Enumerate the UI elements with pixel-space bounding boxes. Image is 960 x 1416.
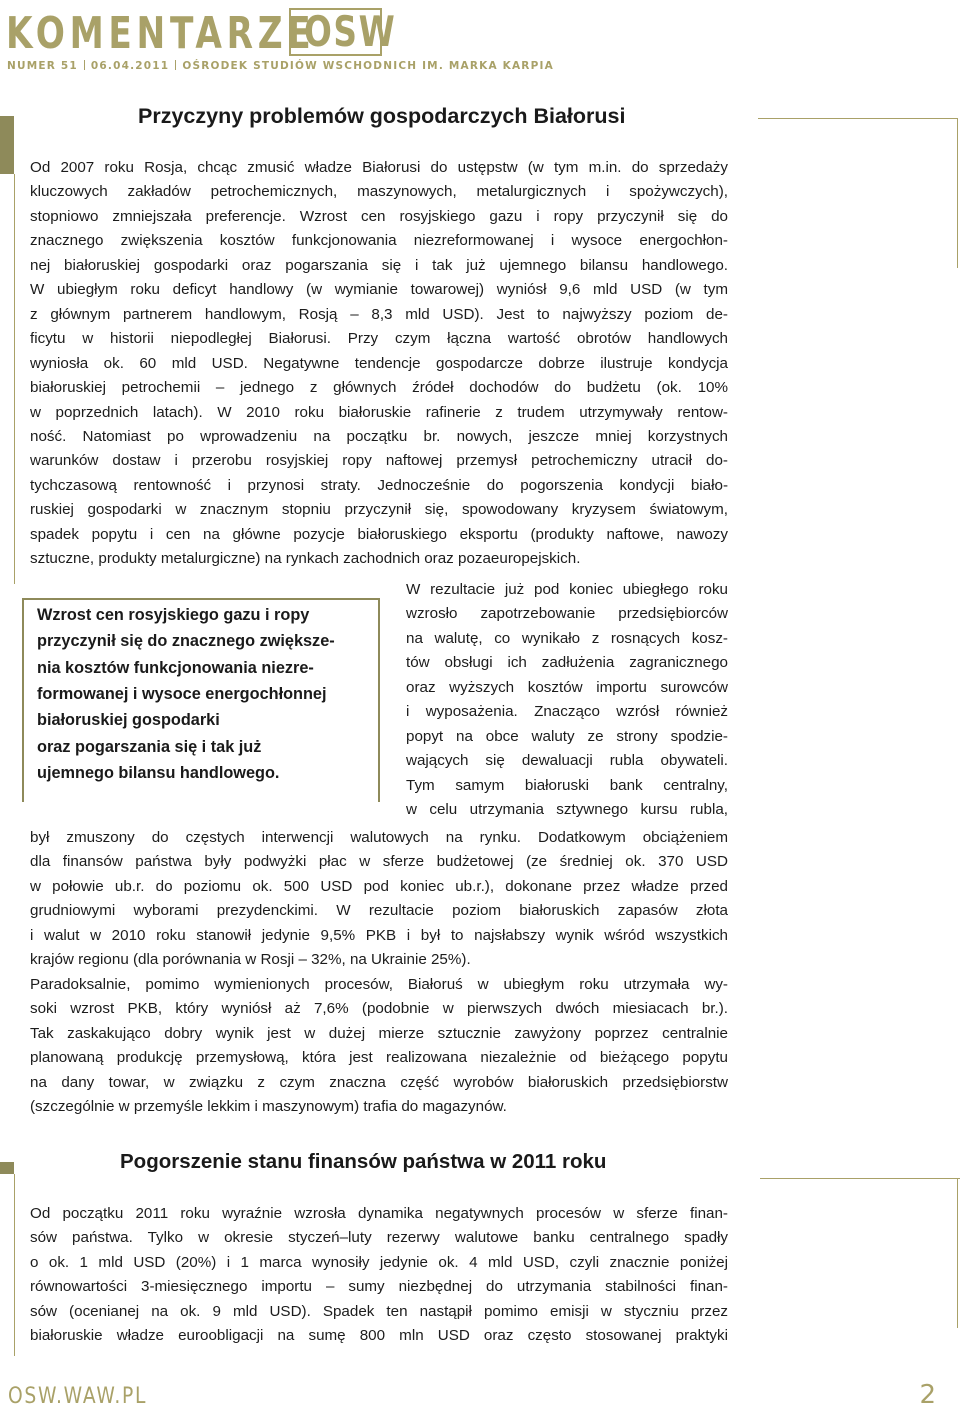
pullquote-left-bar bbox=[22, 598, 24, 802]
logo bbox=[6, 7, 397, 60]
issue-date: 06.04.2011 bbox=[90, 60, 170, 72]
pullquote-line: nia kosztów funkcjonowania niezre- bbox=[37, 658, 314, 677]
text-line: na dany towar, w związku z czym znaczna część wyrobów białoruskich przedsiębiorstw bbox=[30, 1073, 728, 1091]
text-line: nej białoruskiej gospodarki oraz pogarszania się i tak już ujemnego bilansu handlowego. bbox=[30, 256, 728, 274]
text-line: i wyposażenia. Znacząco wzrósł również bbox=[406, 703, 728, 721]
separator bbox=[175, 60, 176, 70]
text-line: ność. Natomiast po wprowadzeniu na początku br. nowych, jeszcze mniej korzystnych bbox=[30, 427, 728, 445]
text-line: Od 2007 roku Rosja, chcąc zmusić władze Białorusi do ustępstw (w tym m.in. do sprzedaży bbox=[30, 159, 728, 176]
logo-title: KOMENTARZE bbox=[6, 8, 316, 59]
page-number: 2 bbox=[919, 1380, 936, 1410]
text-line: krajów regionu (dla porównania w Rosji – 32%, na Ukrainie 25%). bbox=[30, 951, 471, 969]
text-line: sztuczne, produkty metalurgiczne) na rynkach zachodnich oraz pozaeuropejskich. bbox=[30, 550, 581, 568]
text-line: dla finansów państwa były podwyżki płac w sferze budżetowej (ze średniej ok. 370 USD bbox=[30, 853, 728, 871]
text-line: Tak zaskakująco dobry wynik jest w dużej mierze sztucznie zawyżony poprzez centralnie bbox=[30, 1024, 728, 1042]
text-line: sów państwa. Tylko w okresie styczeń–luty rezerwy walutowe banku centralnego spadły bbox=[30, 1229, 728, 1247]
pullquote-line: formowanej i wysoce energochłonnej bbox=[37, 684, 327, 703]
text-line: W rezultacie już pod koniec ubiegłego roku bbox=[406, 581, 728, 598]
text-line: znacznego zwiększenia kosztów funkcjonowania niezreformowanej i wysoce energochłon- bbox=[30, 232, 728, 250]
text-line: równowartości 3-miesięcznego importu – sumy niezbędnej do utrzymania stabilności finan- bbox=[30, 1278, 728, 1296]
bottom-right-rule bbox=[760, 1178, 960, 1179]
section-marker-bar bbox=[0, 1162, 14, 1174]
text-line: był zmuszony do częstych interwencji walutowych na rynku. Dodatkowym obciążeniem bbox=[30, 829, 728, 846]
text-line: Paradoksalnie, pomimo wymienionych procesów, Białoruś w ubiegłym roku utrzymała wy- bbox=[30, 975, 728, 993]
text-line: ruskiej gospodarki w znacznym stopniu przyczynił się, spowodowany kryzysem światowym, bbox=[30, 501, 728, 519]
text-line: w poprzednich latach). W 2010 roku białoruskie rafinerie z trudem utrzymywały rentow- bbox=[30, 403, 728, 421]
right-margin-rule bbox=[957, 1178, 958, 1328]
text-line: W ubiegłym roku deficyt handlowy (w wymianie towarowej) wyniósł 9,6 mld USD (w tym bbox=[30, 281, 728, 299]
logo-osw-box bbox=[289, 7, 397, 56]
text-line: ficytu w historii niepodległej Białorusi. Przy czym łączna wartość obrotów handlowych bbox=[30, 330, 728, 348]
pullquote-line: białoruskiej gospodarki bbox=[37, 711, 220, 730]
text-line: o ok. 1 mld USD (20%) i 1 marca wynosiły jedynie ok. 4 mld USD, czyli znacznie poniżej bbox=[30, 1253, 728, 1271]
text-line: na walutę, co wynikało z rosnących kosz- bbox=[406, 629, 728, 647]
margin-rule bbox=[14, 174, 15, 584]
text-line: białoruskiej petrochemii – jednego z głównych źródeł dochodów do budżetu (ok. 10% bbox=[30, 379, 728, 397]
text-line: kluczowych zakładów petrochemicznych, maszynowych, metalurgicznych i spożywczych), bbox=[30, 183, 728, 201]
top-right-rule bbox=[758, 118, 958, 119]
section-marker-bar bbox=[0, 116, 14, 174]
text-line: białoruskie władze euroobligacji na sumę 800 mln USD oraz często stosowanej praktyki bbox=[30, 1327, 728, 1345]
text-line: tychczasową rentowność i przynosi straty. Jednocześnie do pogorszenia kondycji biało- bbox=[30, 476, 728, 494]
pullquote-line: Wzrost cen rosyjskiego gazu i ropy bbox=[37, 606, 310, 624]
separator bbox=[84, 60, 85, 70]
right-margin-rule bbox=[957, 118, 958, 268]
text-line: Tym samym białoruski bank centralny, bbox=[406, 776, 728, 794]
text-line: stopniowo zmniejszała preferencje. Wzrost cen rosyjskiego gazu i ropy przyczynił się do bbox=[30, 207, 728, 225]
text-line: Od początku 2011 roku wyraźnie wzrosła dynamika negatywnych procesów w sferze finan- bbox=[30, 1205, 728, 1222]
footer-url[interactable]: OSW.WAW.PL bbox=[8, 1384, 148, 1409]
pullquote-line: przyczynił się do znacznego zwiększe- bbox=[37, 632, 335, 651]
pullquote-line: oraz pogarszania się i tak już bbox=[37, 737, 262, 756]
text-line: wyniosła ok. 60 mld USD. Negatywne tendencje gospodarcze dobrze ilustruje kondycja bbox=[30, 354, 728, 372]
margin-rule bbox=[14, 1174, 15, 1356]
logo-osw-text: OSW bbox=[304, 7, 397, 56]
text-line: i walut w 2010 roku stanowił jedynie 9,5% PKB i był to najsłabszy wynik wśród wszystkich bbox=[30, 926, 728, 944]
text-line: wających się dewaluacji rubla obywateli. bbox=[406, 752, 728, 770]
text-line: grudniowymi wyborami prezydenckimi. W rezultacie poziom białoruskich zapasów złota bbox=[30, 902, 728, 920]
text-line: w celu utrzymania sztywnego kursu rubla, bbox=[406, 801, 728, 819]
text-line: z głównym partnerem handlowym, Rosją – 8,3 mld USD). Jest to najwyższy poziom de- bbox=[30, 305, 728, 323]
text-line: planowaną produkcję przemysłową, która jest realizowana niezależnie od bieżącego popytu bbox=[30, 1049, 728, 1067]
pullquote-line: ujemnego bilansu handlowego. bbox=[37, 763, 280, 782]
text-line: popyt na obce waluty ze strony spodzie- bbox=[406, 727, 728, 745]
issue-line bbox=[7, 60, 554, 72]
text-line: (szczególnie w przemyśle lekkim i maszynowym) trafia do magazynów. bbox=[30, 1097, 507, 1115]
text-line: spadek popytu i cen na główne pozycje białoruskiego eksportu (produkty naftowe, nawozy bbox=[30, 525, 728, 543]
issue-number: NUMER 51 bbox=[7, 60, 78, 72]
publisher-name: OŚRODEK STUDIÓW WSCHODNICH IM. MARKA KARPIA bbox=[182, 60, 554, 72]
text-line: soki wzrost PKB, który wyniósł aż 7,6% (podobnie w pierwszych dwóch miesiacach br.). bbox=[30, 1000, 728, 1018]
text-line: wzrosło zapotrzebowanie przedsiębiorców bbox=[406, 605, 728, 623]
text-line: warunków dostaw i przerobu rosyjskiej ropy naftowej przemysł petrochemiczny utracił do- bbox=[30, 452, 728, 470]
section-title: Pogorszenie stanu finansów państwa w 2011 roku bbox=[120, 1150, 607, 1173]
text-line: tów obsługi ich zadłużenia zagranicznego bbox=[406, 654, 728, 672]
text-line: sów (ocenianej na ok. 9 mld USD). Spadek ten nastąpił pomimo emisji w styczniu przez bbox=[30, 1302, 728, 1320]
text-line: oraz wyższych kosztów importu surowców bbox=[406, 678, 728, 696]
section-title: Przyczyny problemów gospodarczych Białorusi bbox=[138, 104, 626, 128]
text-line: w połowie ub.r. do poziomu ok. 500 USD pod koniec ub.r.), dokonane przez władze przed bbox=[30, 877, 728, 895]
